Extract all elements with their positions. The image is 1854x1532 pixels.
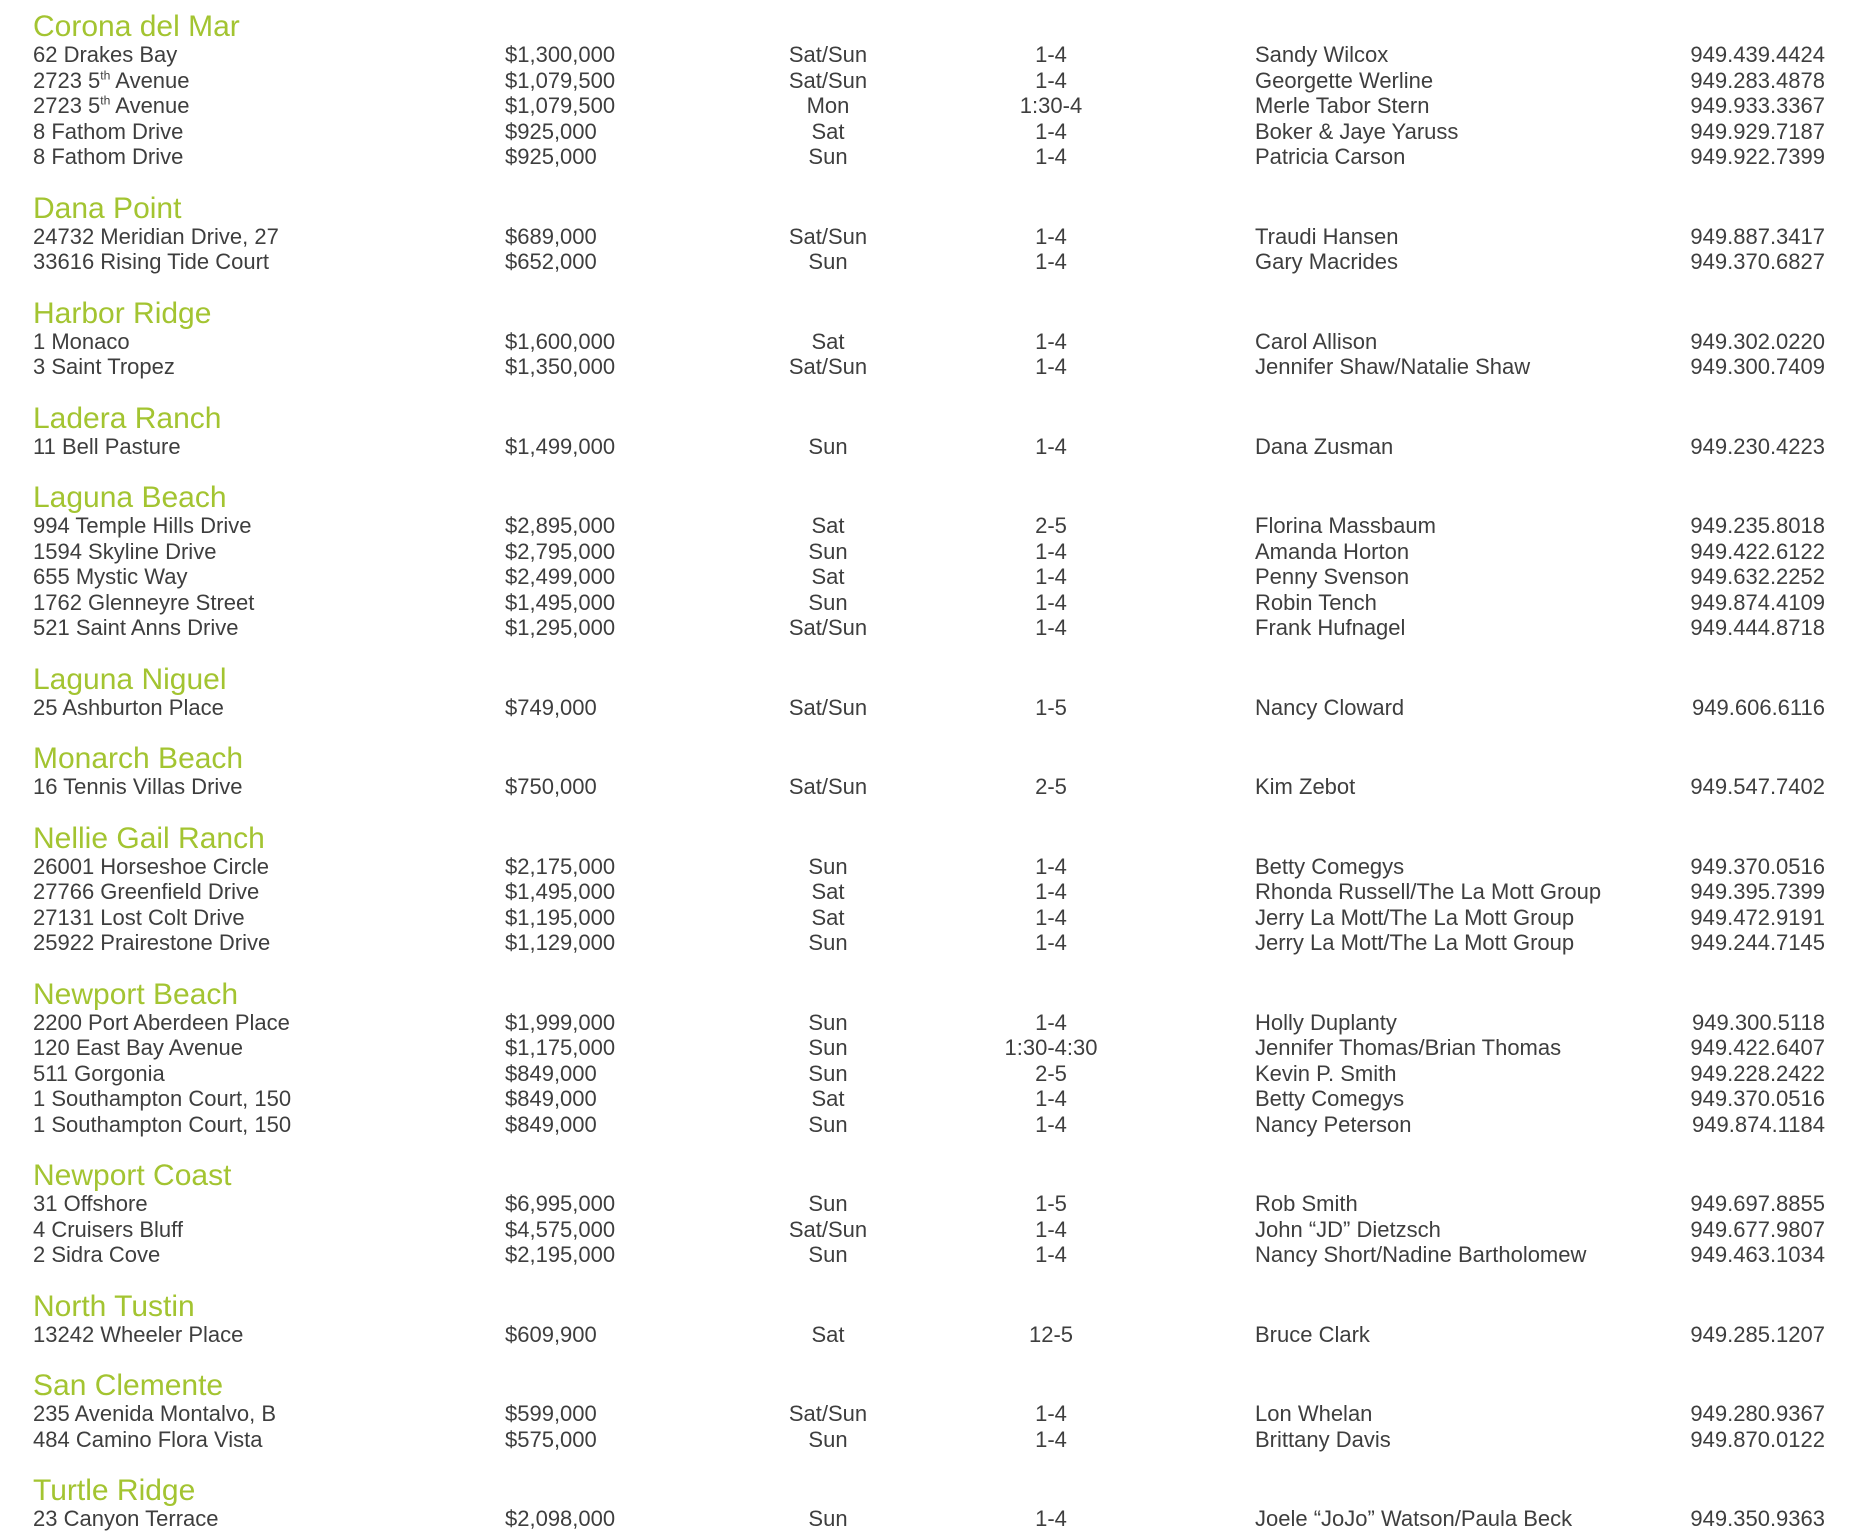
- city-heading: Monarch Beach: [33, 742, 244, 775]
- listing-phone: 949.228.2422: [1690, 1060, 1825, 1086]
- listing-agent: Kevin P. Smith: [1255, 1060, 1397, 1086]
- listing-price: $652,000: [505, 249, 597, 274]
- listing-row: [33, 119, 1825, 145]
- listing-days: Sun: [808, 144, 848, 169]
- city-section: [33, 12, 1825, 170]
- listing-agent: Penny Svenson: [1255, 564, 1410, 589]
- listing-price: $849,000: [505, 1111, 597, 1137]
- listing-agent: Traudi Hansen: [1255, 223, 1399, 249]
- listing-phone: 949.300.5118: [1692, 1009, 1825, 1035]
- listing-price: $6,995,000: [505, 1191, 616, 1216]
- listing-time: 1-4: [1035, 879, 1067, 904]
- listing-phone: 949.632.2252: [1690, 564, 1825, 589]
- city-heading: Corona del Mar: [33, 10, 240, 43]
- city-heading: Laguna Beach: [33, 481, 227, 514]
- listing-address: 24732 Meridian Drive, 27: [33, 223, 279, 249]
- city-section: [33, 191, 1825, 275]
- listing-row: [33, 42, 1825, 68]
- listing-time: 1-5: [1035, 694, 1067, 720]
- listing-time: 1-4: [1035, 615, 1067, 640]
- listing-days: Sat: [811, 1321, 845, 1347]
- listing-time: 1-4: [1035, 328, 1067, 354]
- listing-address: 1 Southampton Court, 150: [33, 1111, 292, 1137]
- listing-address: 8 Fathom Drive: [33, 118, 184, 144]
- listing-price: $1,300,000: [505, 42, 616, 67]
- listing-price: $1,495,000: [505, 879, 616, 904]
- listing-price: $925,000: [505, 118, 597, 144]
- city-heading: Harbor Ridge: [33, 296, 212, 330]
- listing-phone: 949.300.7409: [1690, 354, 1825, 379]
- listing-row: [33, 879, 1825, 905]
- listing-price: $1,999,000: [505, 1009, 616, 1035]
- listing-agent: Nancy Peterson: [1255, 1111, 1412, 1137]
- listing-agent: Nancy Short/Nadine Bartholomew: [1255, 1242, 1587, 1267]
- listing-time: 1-4: [1035, 564, 1067, 589]
- listing-row: [33, 93, 1825, 119]
- listing-phone: 949.922.7399: [1690, 144, 1825, 169]
- listing-days: Sat/Sun: [788, 774, 868, 799]
- listing-price: $849,000: [505, 1060, 597, 1086]
- city-section: [33, 1371, 1825, 1452]
- listing-phone: 949.285.1207: [1690, 1321, 1825, 1347]
- city-section: [33, 1289, 1825, 1348]
- listing-days: Sun: [808, 1060, 848, 1086]
- listing-row: [33, 224, 1825, 250]
- listing-address: 655 Mystic Way: [33, 564, 188, 589]
- listing-row: [33, 144, 1825, 170]
- listing-price: $2,195,000: [505, 1242, 616, 1267]
- listing-agent: Gary Macrides: [1255, 249, 1399, 274]
- listing-agent: Sandy Wilcox: [1255, 42, 1389, 67]
- listing-price: $925,000: [505, 144, 597, 169]
- listing-row: [33, 1506, 1825, 1532]
- listing-days: Sun: [808, 1191, 848, 1216]
- listing-agent: Nancy Cloward: [1255, 694, 1405, 720]
- listing-time: 1-4: [1035, 930, 1067, 955]
- listing-row: [33, 905, 1825, 931]
- listing-time: 1-4: [1035, 433, 1067, 459]
- listing-price: $2,895,000: [505, 513, 616, 538]
- listing-time: 12-5: [1028, 1321, 1074, 1347]
- listing-phone: 949.370.0516: [1690, 853, 1825, 879]
- listing-address: 16 Tennis Villas Drive: [33, 774, 243, 799]
- listing-row: [33, 513, 1825, 539]
- listing-days: Sun: [808, 1426, 848, 1452]
- listing-address: 26001 Horseshoe Circle: [33, 853, 270, 879]
- listing-time: 1-4: [1035, 249, 1067, 274]
- listing-agent: Brittany Davis: [1255, 1426, 1391, 1452]
- listing-days: Sun: [808, 930, 848, 955]
- listing-time: 1-4: [1035, 1401, 1067, 1426]
- listing-time: 1-4: [1035, 1111, 1067, 1137]
- listing-address: 1 Southampton Court, 150: [33, 1086, 292, 1111]
- listing-days: Sun: [808, 853, 848, 879]
- city-heading: Newport Beach: [33, 977, 239, 1011]
- listing-address: 23 Canyon Terrace: [33, 1506, 219, 1531]
- listing-agent: Robin Tench: [1255, 589, 1377, 615]
- listing-row: [33, 434, 1825, 460]
- listing-agent: Jerry La Mott/The La Mott Group: [1255, 930, 1575, 955]
- listing-row: [33, 1035, 1825, 1061]
- listing-time: 1-4: [1035, 67, 1067, 93]
- listing-agent: Patricia Carson: [1255, 144, 1406, 169]
- listing-address: 3 Saint Tropez: [33, 354, 175, 379]
- listing-days: Mon: [806, 93, 850, 118]
- listing-agent: Florina Massbaum: [1255, 513, 1436, 538]
- listing-row: [33, 354, 1825, 380]
- listing-phone: 949.444.8718: [1690, 615, 1825, 640]
- listing-days: Sat/Sun: [788, 223, 868, 249]
- listing-days: Sat: [811, 513, 845, 538]
- listing-phone: 949.370.6827: [1690, 249, 1825, 274]
- listing-time: 1-4: [1035, 589, 1067, 615]
- listing-row: [33, 539, 1825, 565]
- listing-agent: Lon Whelan: [1255, 1401, 1373, 1426]
- listing-days: Sat/Sun: [788, 42, 868, 67]
- listing-row: [33, 1086, 1825, 1112]
- listing-time: 1-4: [1035, 538, 1067, 564]
- listing-price: $689,000: [505, 223, 597, 249]
- listing-address: 235 Avenida Montalvo, B: [33, 1401, 276, 1426]
- listing-row: [33, 1061, 1825, 1087]
- listing-phone: 949.933.3367: [1690, 93, 1825, 118]
- listing-price: $575,000: [505, 1426, 597, 1452]
- listing-address: 2723 5th Avenue: [33, 67, 190, 93]
- listing-agent: Georgette Werline: [1255, 67, 1434, 93]
- listing-days: Sun: [808, 1506, 848, 1531]
- listing-price: $1,600,000: [505, 328, 616, 354]
- city-section: [33, 1476, 1825, 1532]
- listing-phone: 949.370.0516: [1690, 1086, 1825, 1111]
- listing-days: Sat/Sun: [788, 1401, 868, 1426]
- listing-days: Sun: [808, 433, 848, 459]
- listing-agent: Betty Comegys: [1255, 1086, 1405, 1111]
- listing-phone: 949.463.1034: [1690, 1242, 1825, 1267]
- listing-time: 1-4: [1035, 853, 1067, 879]
- listing-price: $1,295,000: [505, 615, 616, 640]
- listing-row: [33, 1217, 1825, 1243]
- listing-time: 1-4: [1035, 1426, 1067, 1452]
- listing-days: Sat/Sun: [788, 67, 868, 93]
- listing-row: [33, 1401, 1825, 1427]
- listing-agent: Rhonda Russell/The La Mott Group: [1255, 879, 1602, 904]
- listing-agent: Jennifer Shaw/Natalie Shaw: [1255, 354, 1531, 379]
- listing-agent: Frank Hufnagel: [1255, 615, 1406, 640]
- city-heading: San Clemente: [33, 1369, 224, 1402]
- listing-price: $1,079,500: [505, 67, 616, 93]
- listing-row: [33, 564, 1825, 590]
- city-section: [33, 401, 1825, 460]
- listing-price: $750,000: [505, 774, 597, 799]
- listing-address: 2 Sidra Cove: [33, 1242, 161, 1267]
- listing-address: 2723 5th Avenue: [33, 93, 190, 118]
- city-section: [33, 977, 1825, 1138]
- listing-address: 994 Temple Hills Drive: [33, 513, 252, 538]
- listing-row: [33, 590, 1825, 616]
- listing-row: [33, 930, 1825, 956]
- listing-phone: 949.350.9363: [1690, 1506, 1825, 1531]
- listing-price: $1,499,000: [505, 433, 616, 459]
- listing-price: $609,900: [505, 1321, 597, 1347]
- listing-address: 13242 Wheeler Place: [33, 1321, 244, 1347]
- listing-days: Sun: [808, 1242, 848, 1267]
- listing-days: Sun: [808, 589, 848, 615]
- listing-address: 31 Offshore: [33, 1191, 148, 1216]
- listing-address: 33616 Rising Tide Court: [33, 249, 270, 274]
- listing-agent: Jennifer Thomas/Brian Thomas: [1255, 1035, 1562, 1060]
- listing-time: 1-4: [1035, 1009, 1067, 1035]
- listing-price: $2,098,000: [505, 1506, 616, 1531]
- listing-price: $1,350,000: [505, 354, 616, 379]
- listing-price: $2,175,000: [505, 853, 616, 879]
- city-heading: Dana Point: [33, 191, 182, 225]
- listing-time: 1-5: [1035, 1191, 1067, 1216]
- listing-address: 521 Saint Anns Drive: [33, 615, 239, 640]
- listing-price: $2,795,000: [505, 538, 616, 564]
- listing-address: 511 Gorgonia: [33, 1060, 165, 1086]
- listing-phone: 949.439.4424: [1690, 42, 1825, 67]
- ordinal-superscript: th: [100, 68, 111, 83]
- listing-phone: 949.422.6122: [1690, 538, 1825, 564]
- listing-agent: Amanda Horton: [1255, 538, 1410, 564]
- listing-price: $1,175,000: [505, 1035, 616, 1060]
- listing-time: 1-4: [1035, 118, 1067, 144]
- listing-days: Sat: [811, 904, 845, 930]
- listing-time: 1-4: [1035, 904, 1067, 930]
- listing-time: 2-5: [1035, 774, 1067, 799]
- listing-price: $1,129,000: [505, 930, 616, 955]
- listing-price: $1,195,000: [505, 904, 616, 930]
- listing-address: 27131 Lost Colt Drive: [33, 904, 245, 930]
- listing-address: 1762 Glenneyre Street: [33, 589, 255, 615]
- city-heading: Laguna Niguel: [33, 662, 227, 696]
- listing-time: 2-5: [1035, 1060, 1067, 1086]
- listing-price: $849,000: [505, 1086, 597, 1111]
- listing-phone: 949.874.1184: [1692, 1111, 1825, 1137]
- listing-phone: 949.280.9367: [1690, 1401, 1825, 1426]
- listing-time: 1-4: [1035, 144, 1067, 169]
- city-section: [33, 296, 1825, 380]
- city-section: [33, 662, 1825, 721]
- listing-time: 1-4: [1035, 1216, 1067, 1242]
- listing-agent: Betty Comegys: [1255, 853, 1405, 879]
- listing-phone: 949.547.7402: [1690, 774, 1825, 799]
- city-section: [33, 744, 1825, 800]
- listing-price: $2,499,000: [505, 564, 616, 589]
- listing-phone: 949.302.0220: [1690, 328, 1825, 354]
- listing-time: 1-4: [1035, 223, 1067, 249]
- listing-days: Sat/Sun: [788, 615, 868, 640]
- listing-row: [33, 1010, 1825, 1036]
- listing-address: 62 Drakes Bay: [33, 42, 178, 67]
- city-heading: North Tustin: [33, 1289, 195, 1323]
- listing-phone: 949.870.0122: [1690, 1426, 1825, 1452]
- listing-address: 11 Bell Pasture: [33, 433, 181, 459]
- listing-row: [33, 695, 1825, 721]
- listing-agent: John “JD” Dietzsch: [1255, 1216, 1441, 1242]
- listing-phone: 949.244.7145: [1690, 930, 1825, 955]
- city-heading: Ladera Ranch: [33, 401, 222, 435]
- listing-days: Sun: [808, 538, 848, 564]
- listing-days: Sat/Sun: [788, 1216, 868, 1242]
- listing-agent: Merle Tabor Stern: [1255, 93, 1430, 118]
- listing-days: Sat: [811, 1086, 845, 1111]
- listing-phone: 949.874.4109: [1690, 589, 1825, 615]
- listing-row: [33, 329, 1825, 355]
- listing-address: 120 East Bay Avenue: [33, 1035, 243, 1060]
- listing-row: [33, 854, 1825, 880]
- listing-phone: 949.230.4223: [1690, 433, 1825, 459]
- listing-agent: Joele “JoJo” Watson/Paula Beck: [1255, 1506, 1573, 1531]
- listing-days: Sat: [811, 564, 845, 589]
- city-heading: Nellie Gail Ranch: [33, 821, 265, 855]
- listing-phone: 949.422.6407: [1690, 1035, 1825, 1060]
- listing-time: 1-4: [1035, 1086, 1067, 1111]
- listing-row: [33, 1112, 1825, 1138]
- listing-address: 4 Cruisers Bluff: [33, 1216, 183, 1242]
- listing-phone: 949.697.8855: [1690, 1191, 1825, 1216]
- city-heading: Newport Coast: [33, 1159, 232, 1192]
- listing-time: 1-4: [1035, 42, 1067, 67]
- listing-days: Sun: [808, 1111, 848, 1137]
- listing-row: [33, 1427, 1825, 1453]
- listing-address: 25922 Prairestone Drive: [33, 930, 271, 955]
- listing-address: 27766 Greenfield Drive: [33, 879, 260, 904]
- listing-address: 8 Fathom Drive: [33, 144, 184, 169]
- listing-agent: Dana Zusman: [1255, 433, 1394, 459]
- listing-phone: 949.235.8018: [1690, 513, 1825, 538]
- listing-days: Sat: [811, 118, 845, 144]
- listing-phone: 949.929.7187: [1690, 118, 1825, 144]
- listing-price: $4,575,000: [505, 1216, 616, 1242]
- listing-row: [33, 249, 1825, 275]
- listing-row: [33, 1191, 1825, 1217]
- listing-agent: Kim Zebot: [1255, 774, 1356, 799]
- listing-agent: Jerry La Mott/The La Mott Group: [1255, 904, 1575, 930]
- listing-phone: 949.677.9807: [1690, 1216, 1825, 1242]
- listing-address: 1 Monaco: [33, 328, 130, 354]
- listing-row: [33, 615, 1825, 641]
- listing-phone: 949.395.7399: [1690, 879, 1825, 904]
- listing-days: Sat/Sun: [788, 354, 868, 379]
- listing-phone: 949.472.9191: [1690, 904, 1825, 930]
- city-heading: Turtle Ridge: [33, 1474, 196, 1507]
- listing-phone: 949.283.4878: [1690, 67, 1825, 93]
- listing-days: Sun: [808, 249, 848, 274]
- listing-agent: Bruce Clark: [1255, 1321, 1370, 1347]
- listing-days: Sun: [808, 1009, 848, 1035]
- listing-time: 1-4: [1035, 354, 1067, 379]
- listing-address: 1594 Skyline Drive: [33, 538, 217, 564]
- listing-price: $1,079,500: [505, 93, 616, 118]
- listing-days: Sat/Sun: [788, 694, 868, 720]
- listing-row: [33, 68, 1825, 94]
- listing-agent: Holly Duplanty: [1255, 1009, 1397, 1035]
- listing-time: 1-4: [1035, 1242, 1067, 1267]
- listing-days: Sat: [811, 328, 845, 354]
- listing-address: 2200 Port Aberdeen Place: [33, 1009, 290, 1035]
- listing-address: 484 Camino Flora Vista: [33, 1426, 263, 1452]
- listing-agent: Boker & Jaye Yaruss: [1255, 118, 1459, 144]
- listing-phone: 949.887.3417: [1690, 223, 1825, 249]
- listing-price: $1,495,000: [505, 589, 616, 615]
- city-section: [33, 483, 1825, 641]
- listing-time: 1:30-4:30: [1004, 1035, 1098, 1060]
- city-section: [33, 1161, 1825, 1268]
- listing-row: [33, 1242, 1825, 1268]
- listing-address: 25 Ashburton Place: [33, 694, 224, 720]
- listing-row: [33, 774, 1825, 800]
- listing-days: Sun: [808, 1035, 848, 1060]
- listing-time: 1:30-4: [1019, 93, 1083, 118]
- listing-phone: 949.606.6116: [1692, 694, 1825, 720]
- listing-price: $599,000: [505, 1401, 597, 1426]
- listing-price: $749,000: [505, 694, 597, 720]
- listing-row: [33, 1322, 1825, 1348]
- listing-days: Sat: [811, 879, 845, 904]
- city-section: [33, 821, 1825, 956]
- listing-agent: Carol Allison: [1255, 328, 1378, 354]
- ordinal-superscript: th: [100, 93, 111, 108]
- listing-time: 2-5: [1035, 513, 1067, 538]
- listing-agent: Rob Smith: [1255, 1191, 1358, 1216]
- listing-time: 1-4: [1035, 1506, 1067, 1531]
